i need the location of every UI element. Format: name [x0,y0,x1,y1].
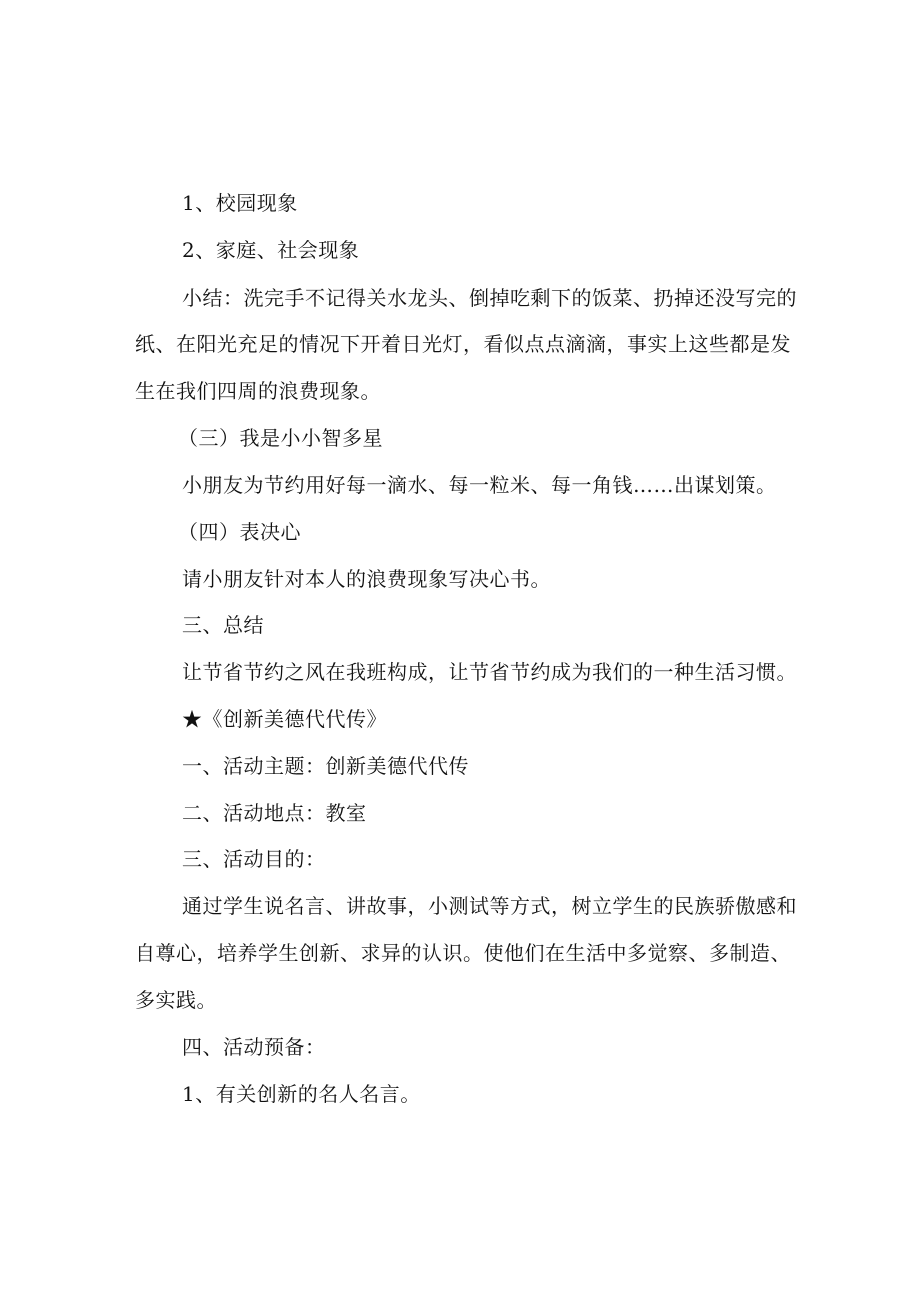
summary-line-1: 小结：洗完手不记得关水龙头、倒掉吃剩下的饭菜、扔掉还没写完的 [182,286,797,310]
activity-preparation-heading: 四、活动预备： [182,1035,326,1059]
conclusion-heading: 三、总结 [182,613,264,637]
item-family-society-phenomenon: 2、家庭、社会现象 [182,238,360,262]
activity-title: ★《创新美德代代传》 [182,707,387,731]
preparation-item-1: 1、有关创新的名人名言。 [182,1082,421,1106]
section-four-heading: （四）表决心 [178,520,301,544]
activity-purpose-heading: 三、活动目的： [182,847,326,871]
summary-line-2: 纸、在阳光充足的情况下开着日光灯，看似点点滴滴，事实上这些都是发 [135,332,791,356]
section-four-text: 请小朋友针对本人的浪费现象写决心书。 [182,567,551,591]
purpose-line-2: 自尊心，培养学生创新、求异的认识。使他们在生活中多觉察、多制造、 [135,941,791,965]
section-three-heading: （三）我是小小智多星 [178,426,383,450]
item-campus-phenomenon: 1、校园现象 [182,191,298,215]
activity-theme: 一、活动主题：创新美德代代传 [182,754,469,778]
summary-line-3: 生在我们四周的浪费现象。 [135,379,381,403]
section-three-text: 小朋友为节约用好每一滴水、每一粒米、每一角钱……出谋划策。 [182,473,777,497]
conclusion-text: 让节省节约之风在我班构成，让节省节约成为我们的一种生活习惯。 [182,660,797,684]
purpose-line-3: 多实践。 [135,988,217,1012]
purpose-line-1: 通过学生说名言、讲故事，小测试等方式，树立学生的民族骄傲感和 [182,894,797,918]
activity-location: 二、活动地点：教室 [182,801,367,825]
